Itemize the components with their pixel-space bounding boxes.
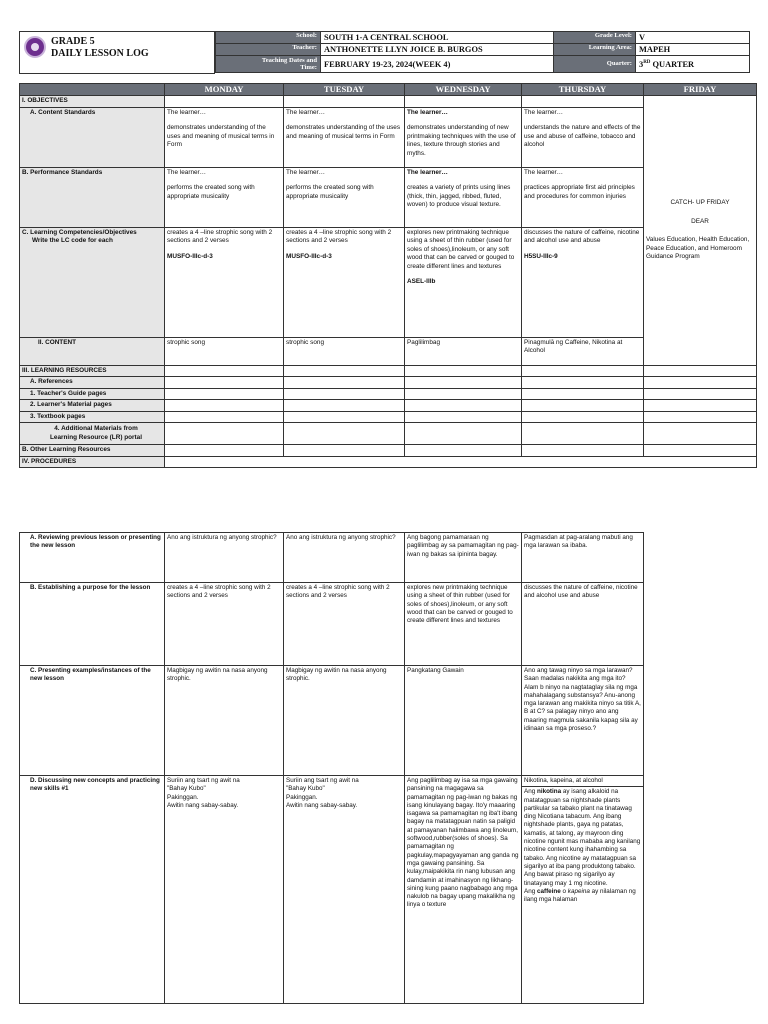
resources-heading: III. LEARNING RESOURCES	[20, 365, 165, 376]
purpose-wed: explores new printmaking technique using a sheet of thin rubber (used for soles of shoes),linoleum, or any soft wood that can be carved or gouged to create different lines and textures	[405, 583, 522, 666]
friday-catchup: CATCH- UP FRIDAY	[670, 199, 730, 207]
day-wednesday: WEDNESDAY	[405, 84, 522, 96]
discussion-thu: Nikotina, kapeina, at alcohol Ang nikotina ay isang alkaloid na matatagpuan sa nightshade plants partikular sa tabako plant na tinatawag ding Nicotiana tabacum. Ang ibang nightshade plants, gaya ng patatas, kamatis, at talong, ay mayroon ding nicotine ngunit mas mababa ang kanilang nicotine content kung ihahambing sa tabako. Ang nicotine ay matatagpuan sa sigarilyo at iba pang produktong tabako. Ang bawat piraso ng sigarilyo ay tinatayang may 1 mg nicotine. Ang caffeine o kapeina ay nilalaman ng ilang mga halaman	[522, 776, 644, 1004]
day-monday: MONDAY	[165, 84, 284, 96]
performance-standards-thu: The learner… practices appropriate first aid principles and procedures for common injuries	[522, 167, 644, 227]
school-value: SOUTH 1-A CENTRAL SCHOOL	[321, 32, 554, 44]
competencies-thu: discusses the nature of caffeine, nicotine and alcohol use and abuse H5SU-IIIc-9	[522, 227, 644, 337]
corner-cell	[20, 84, 165, 96]
competencies-tue: creates a 4 –line strophic song with 2 sections and 2 verses MUSFO-IIIc-d-3	[284, 227, 405, 337]
performance-standards-label: B. Performance Standards	[20, 167, 165, 227]
additional-materials-label: 4. Additional Materials from Learning Resource (LR) portal	[20, 423, 165, 445]
performance-standards-wed: The learner… creates a variety of prints using lines (thick, thin, jagged, ribbed, fluted, woven) to produce visual texture.	[405, 167, 522, 227]
day-header-row	[20, 84, 757, 96]
log-title: DAILY LESSON LOG	[51, 48, 149, 59]
school-label: School:	[216, 32, 321, 44]
content-standards-thu: The learner… understands the nature and effects of the use and abuse of caffeine, tobacco and alcohol	[522, 107, 644, 167]
grade-level-value: V	[636, 32, 750, 44]
purpose-tue: creates a 4 –line strophic song with 2 sections and 2 verses	[284, 583, 405, 666]
learning-area-value: MAPEH	[636, 44, 750, 56]
teacher-value: ANTHONETTE LLYN JOICE B. BURGOS	[321, 44, 554, 56]
dates-value: FEBRUARY 19-23, 2024(WEEK 4)	[321, 56, 554, 73]
deped-seal-icon	[24, 36, 46, 58]
performance-standards-tue: The learner… performs the created song with appropriate musicality	[284, 167, 405, 227]
grade-level-label: Grade Level:	[554, 32, 636, 44]
friday-cell	[644, 96, 757, 365]
learning-area-label: Learning Area:	[554, 44, 636, 56]
competencies-mon: creates a 4 –line strophic song with 2 sections and 2 verses MUSFO-IIIc-d-3	[165, 227, 284, 337]
performance-standards-mon: The learner… performs the created song with appropriate musicality	[165, 167, 284, 227]
competencies-label: C. Learning Competencies/Objectives Write the LC code for each	[20, 227, 165, 337]
learners-material-label: 2. Learner's Material pages	[20, 400, 165, 411]
content-tue: strophic song	[284, 337, 405, 365]
examples-label: C. Presenting examples/instances of the new lesson	[20, 666, 165, 776]
references-label: A. References	[20, 377, 165, 388]
friday-programs: Values Education, Health Education, Peace Education, and Homeroom Guidance Program	[646, 236, 750, 261]
day-thursday: THURSDAY	[522, 84, 644, 96]
header-info-table	[215, 31, 750, 73]
lesson-log-table	[19, 83, 757, 468]
examples-wed: Pangkatang Gawain	[405, 666, 522, 776]
teachers-guide-label: 1. Teacher's Guide pages	[20, 388, 165, 399]
other-resources-label: B. Other Learning Resources	[20, 445, 165, 456]
content-standards-wed: The learner… demonstrates understanding of new printmaking techniques with the use of lines, texture through stories and myths.	[405, 107, 522, 167]
review-thu: Pagmasdan at pag-aralang mabuti ang mga larawan sa ibaba.	[522, 533, 644, 583]
discussion-mon: Suriin ang tsart ng awit na "Bahay Kubo" Pakinggan. Awitin nang sabay-sabay.	[165, 776, 284, 1004]
objectives-heading: I. OBJECTIVES	[20, 96, 165, 107]
day-tuesday: TUESDAY	[284, 84, 405, 96]
quarter-value: 3RD QUARTER	[636, 56, 750, 73]
dates-label: Teaching Dates and Time:	[216, 56, 321, 73]
procedures-table	[19, 532, 644, 1004]
review-lesson-label: A. Reviewing previous lesson or presenting the new lesson	[20, 533, 165, 583]
procedures-heading: IV. PROCEDURES	[20, 456, 165, 467]
content-standards-mon: The learner… demonstrates understanding of the uses and meaning of musical terms in Form	[165, 107, 284, 167]
purpose-thu: discusses the nature of caffeine, nicotine and alcohol use and abuse	[522, 583, 644, 666]
textbook-pages-label: 3. Textbook pages	[20, 411, 165, 422]
day-friday: FRIDAY	[644, 84, 757, 96]
discussion-label: D. Discussing new concepts and practicing new skills #1	[20, 776, 165, 1004]
title-block	[19, 31, 215, 74]
friday-dear: DEAR	[691, 217, 709, 225]
purpose-mon: creates a 4 –line strophic song with 2 sections and 2 verses	[165, 583, 284, 666]
review-tue: Ano ang istruktura ng anyong strophic?	[284, 533, 405, 583]
content-wed: Paglilimbag	[405, 337, 522, 365]
competencies-wed: explores new printmaking technique using a sheet of thin rubber (used for soles of shoes),linoleum, or any soft wood that can be carved or gouged to create different lines and textures ASEL-IIIb	[405, 227, 522, 337]
examples-mon: Magbigay ng awitin na nasa anyong strophic.	[165, 666, 284, 776]
grade-title: GRADE 5	[51, 36, 95, 47]
content-standards-label: A. Content Standards	[20, 107, 165, 167]
content-mon: strophic song	[165, 337, 284, 365]
content-label: II. CONTENT	[20, 337, 165, 365]
content-standards-tue: The learner… demonstrates understanding of the uses and meaning of musical terms in Form	[284, 107, 405, 167]
purpose-label: B. Establishing a purpose for the lesson	[20, 583, 165, 666]
quarter-label: Quarter:	[554, 56, 636, 73]
content-thu: Pinagmulā ng Caffeine, Nikotina at Alcohol	[522, 337, 644, 365]
teacher-label: Teacher:	[216, 44, 321, 56]
discussion-wed: Ang paglilimbag ay isa sa mga gawaing pansining na magagawa sa pamamagitan ng pag-iwan ng bakas ng isang kinulayang bagay. Ito'y maaaring isagawa sa pamamagitan ng iba't ibang bagay na matatagpuan natin sa paligid at pamayanan halimbawa ang linoleum, softwood,rubber(soles of shoes). Sa pamamagitan ng pagkulay,mapagyayaman ang ganda ng mga gawaing pansining. Sa kulay,maipakikita rin nang lubusan ang damdamin at imahinasyon ng likhang-sining kung paano nagbabago ang mga nakulob na bagay upang makalikha ng linya o texture	[405, 776, 522, 1004]
review-mon: Ano ang istruktura ng anyong strophic?	[165, 533, 284, 583]
examples-tue: Magbigay ng awitin na nasa anyong strophic.	[284, 666, 405, 776]
review-wed: Ang bagong pamamaraan ng paglilimbag ay sa pamamagitan ng pag-iwan ng bakas sa ipininta bagay.	[405, 533, 522, 583]
discussion-tue: Suriin ang tsart ng awit na "Bahay Kubo" Pakinggan. Awitin nang sabay-sabay.	[284, 776, 405, 1004]
discussion-thu-heading: Nikotina, kapeina, at alcohol	[522, 776, 643, 787]
examples-thu: Ano ang tawag ninyo sa mga larawan? Saan madalas nakikita ang mga ito? Alam b ninyo na nagtataglay sila ng mga mahahalagang substansya? Anu-anong mga larawan ang makikita ninyo sa titik A, B at C? sa palagay ninyo ano ang maaring magmula sakanila kapag sila ay idinaan sa mga proseso.?	[522, 666, 644, 776]
